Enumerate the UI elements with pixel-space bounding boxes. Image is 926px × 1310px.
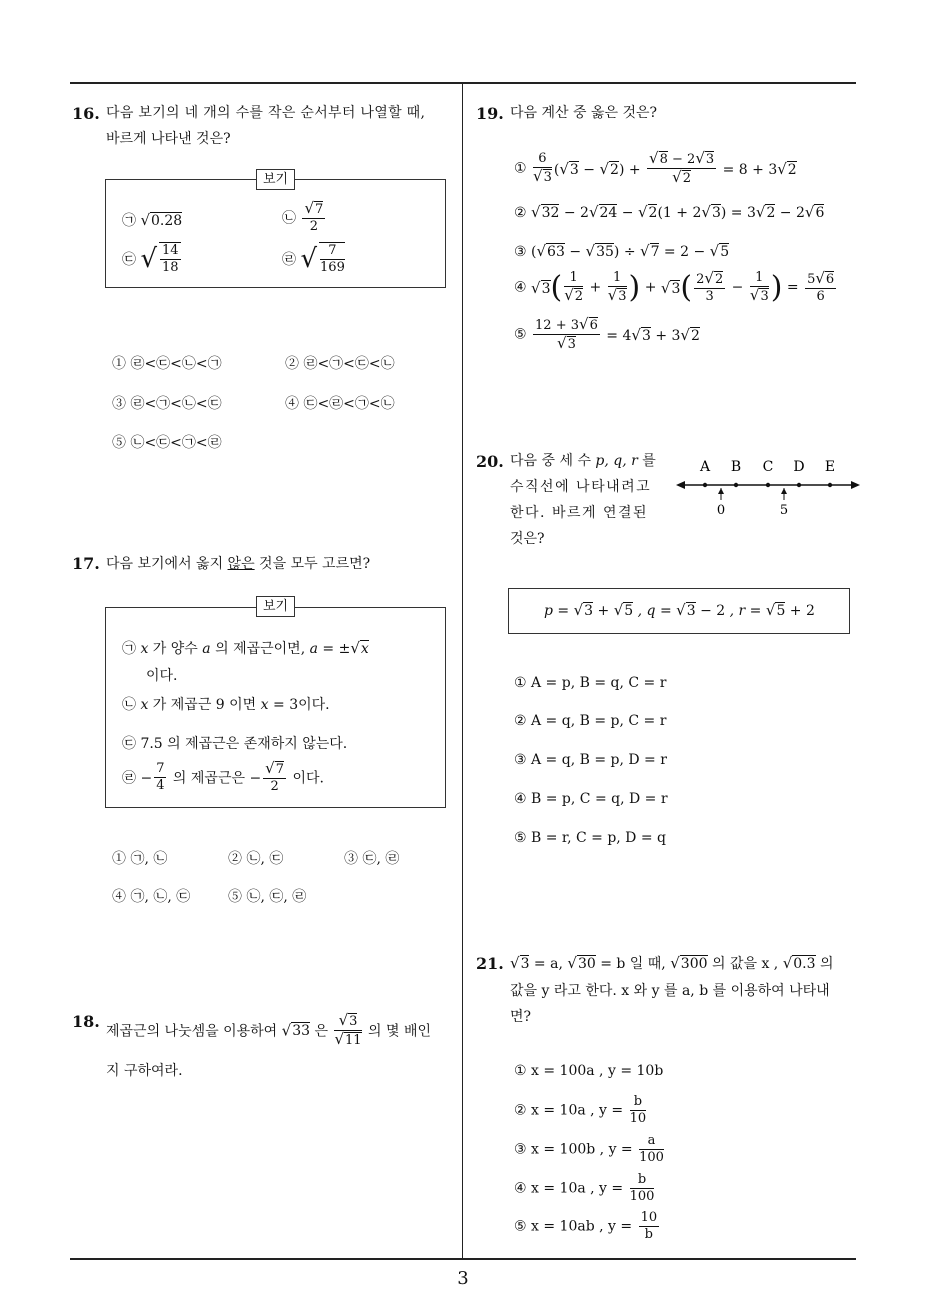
q18-text: 제곱근의 나눗셈을 이용하여 √33 은 $\frac{√3}{√11}$ 의 몇 배인 xyxy=(106,1011,432,1048)
q16-option-4[interactable]: ④ ㉢<㉣<㉠<㉡ xyxy=(285,396,395,412)
q21-text-line1: √3 = a, √30 = b 일 때, √300 의 값을 x , √0.3 의 xyxy=(510,954,834,972)
q21-text-line2: 값을 y 라고 한다. x 와 y 를 a, b 를 이용하여 나타내 xyxy=(510,983,830,999)
q17-underlined: 않은 xyxy=(227,556,255,572)
q21-number: 21. xyxy=(476,954,504,973)
up-arrow-icon xyxy=(781,488,787,494)
q16-option-3[interactable]: ③ ㉣<㉠<㉡<㉢ xyxy=(112,396,222,412)
q19-text: 다음 계산 중 옳은 것은? xyxy=(510,105,658,121)
page-number: 3 xyxy=(457,1268,469,1289)
q16-option-1[interactable]: ① ㉣<㉢<㉡<㉠ xyxy=(112,356,222,372)
q17-option-4[interactable]: ④ ㉠, ㉡, ㉢ xyxy=(112,889,191,905)
right-arrow-icon xyxy=(851,481,860,489)
q17-item-c: ㉢ 7.5 의 제곱근은 존재하지 않는다. xyxy=(122,736,348,752)
q21-option-2[interactable]: ② x = 10a , y = $\frac{b}{10}$ xyxy=(514,1094,647,1126)
q16-number: 16. xyxy=(72,104,100,123)
q21-option-5[interactable]: ⑤ x = 10ab , y = $\frac{10}{b}$ xyxy=(514,1210,658,1242)
left-arrow-icon xyxy=(676,481,685,489)
tick-label-5: 5 xyxy=(779,503,789,518)
q16-option-2[interactable]: ② ㉣<㉠<㉢<㉡ xyxy=(285,356,395,372)
q19-option-5[interactable]: ⑤ $\frac{12 + 3√6}{√3}$ = 4√3 + 3√2 xyxy=(514,315,700,352)
up-arrow-icon xyxy=(718,488,724,494)
q20-number: 20. xyxy=(476,452,504,471)
q19-option-2[interactable]: ② √32 − 2√24 − √2(1 + 2√3) = 3√2 − 2√6 xyxy=(514,203,825,221)
q17-option-3[interactable]: ③ ㉢, ㉣ xyxy=(344,851,400,867)
point-label-a: A xyxy=(699,459,711,475)
q18-number: 18. xyxy=(72,1012,100,1031)
q20-number-line xyxy=(676,452,862,522)
q17-item-b: ㉡ x 가 제곱근 9 이면 x = 3이다. xyxy=(122,697,330,713)
q20-option-2[interactable]: ② A = q, B = p, C = r xyxy=(514,713,667,729)
q20-text: 다음 중 세 수 p, q, r 를 수직선에 나타내려고 한다. 바르게 연결된 것은? xyxy=(510,453,656,547)
q20-definition: p = √3 + √5 , q = √3 − 2 , r = √5 + 2 xyxy=(544,601,815,619)
q16-box-label: 보기 xyxy=(256,169,295,190)
q20-option-3[interactable]: ③ A = q, B = p, D = r xyxy=(514,752,667,768)
q16-text-line2: 바르게 나타낸 것은? xyxy=(106,131,231,147)
q19-option-3[interactable]: ③ (√63 − √35) ÷ √7 = 2 − √5 xyxy=(514,242,730,260)
point-label-e: E xyxy=(824,459,836,475)
q17-number: 17. xyxy=(72,554,100,573)
q16-option-5[interactable]: ⑤ ㉡<㉢<㉠<㉣ xyxy=(112,435,222,451)
q16-item-d: ㉣ √ $\frac{7}{169}$ xyxy=(282,243,345,275)
q16-item-b: ㉡ $\frac{√7}{2}$ xyxy=(282,199,324,234)
point-c xyxy=(766,483,770,487)
q21-option-3[interactable]: ③ x = 100b , y = $\frac{a}{100}$ xyxy=(514,1133,664,1165)
point-b xyxy=(734,483,738,487)
q17-option-5[interactable]: ⑤ ㉡, ㉢, ㉣ xyxy=(228,889,307,905)
q21-option-4[interactable]: ④ x = 10a , y = $\frac{b}{100}$ xyxy=(514,1172,655,1204)
q19-option-4[interactable]: ④ √3( $\frac{1}{√2}$ + $\frac{1}{√3}$ ) + √3( $\frac{2√2}{3}$ − $\frac{1}{√3}$ ) = $\frac{5√6}{6}$ xyxy=(514,269,835,305)
q17-option-1[interactable]: ① ㉠, ㉡ xyxy=(112,851,168,867)
point-e xyxy=(828,483,832,487)
q20-option-5[interactable]: ⑤ B = r, C = p, D = q xyxy=(514,830,666,846)
q16-item-c: ㉢ √ $\frac{14}{18}$ xyxy=(122,243,179,275)
bottom-rule xyxy=(70,1258,856,1260)
q16-text xyxy=(106,100,456,152)
q21-text-line3: 면? xyxy=(510,1009,532,1025)
q20-option-1[interactable]: ① A = p, B = q, C = r xyxy=(514,675,667,691)
q18-text-line2: 지 구하여라. xyxy=(106,1063,183,1079)
q21-option-1[interactable]: ① x = 100a , y = 10b xyxy=(514,1063,664,1079)
q16-item-a: ㉠ √0.28 xyxy=(122,211,183,229)
top-rule xyxy=(70,82,856,84)
q17-item-d: ㉣ − $\frac{7}{4}$ 의 제곱근은 − $\frac{√7}{2}$ 이다. xyxy=(122,759,324,794)
q16-text-line1: 다음 보기의 네 개의 수를 작은 순서부터 나열할 때, xyxy=(106,105,426,121)
q17-item-a: ㉠ x 가 양수 a 의 제곱근이면, a = ±√x xyxy=(122,639,369,657)
q17-option-2[interactable]: ② ㉡, ㉢ xyxy=(228,851,284,867)
q17-text: 다음 보기에서 옳지 않은 것을 모두 고르면? xyxy=(106,556,371,572)
point-label-b: B xyxy=(730,459,742,475)
column-divider xyxy=(462,82,463,1259)
tick-label-0: 0 xyxy=(716,503,726,518)
q19-option-1[interactable]: ① $\frac{6}{√3}$ (√3 − √2) + $\frac{√8 - 2√3}{√2}$ = 8 + 3√2 xyxy=(514,149,797,186)
point-label-c: C xyxy=(762,459,774,475)
point-d xyxy=(797,483,801,487)
point-label-d: D xyxy=(793,459,805,475)
q20-option-4[interactable]: ④ B = p, C = q, D = r xyxy=(514,791,668,807)
q17-box-label: 보기 xyxy=(256,596,295,617)
q17-item-a-cont: 이다. xyxy=(146,668,178,684)
q16-item-a-value: 0.28 xyxy=(151,213,183,229)
point-a xyxy=(703,483,707,487)
q19-number: 19. xyxy=(476,104,504,123)
